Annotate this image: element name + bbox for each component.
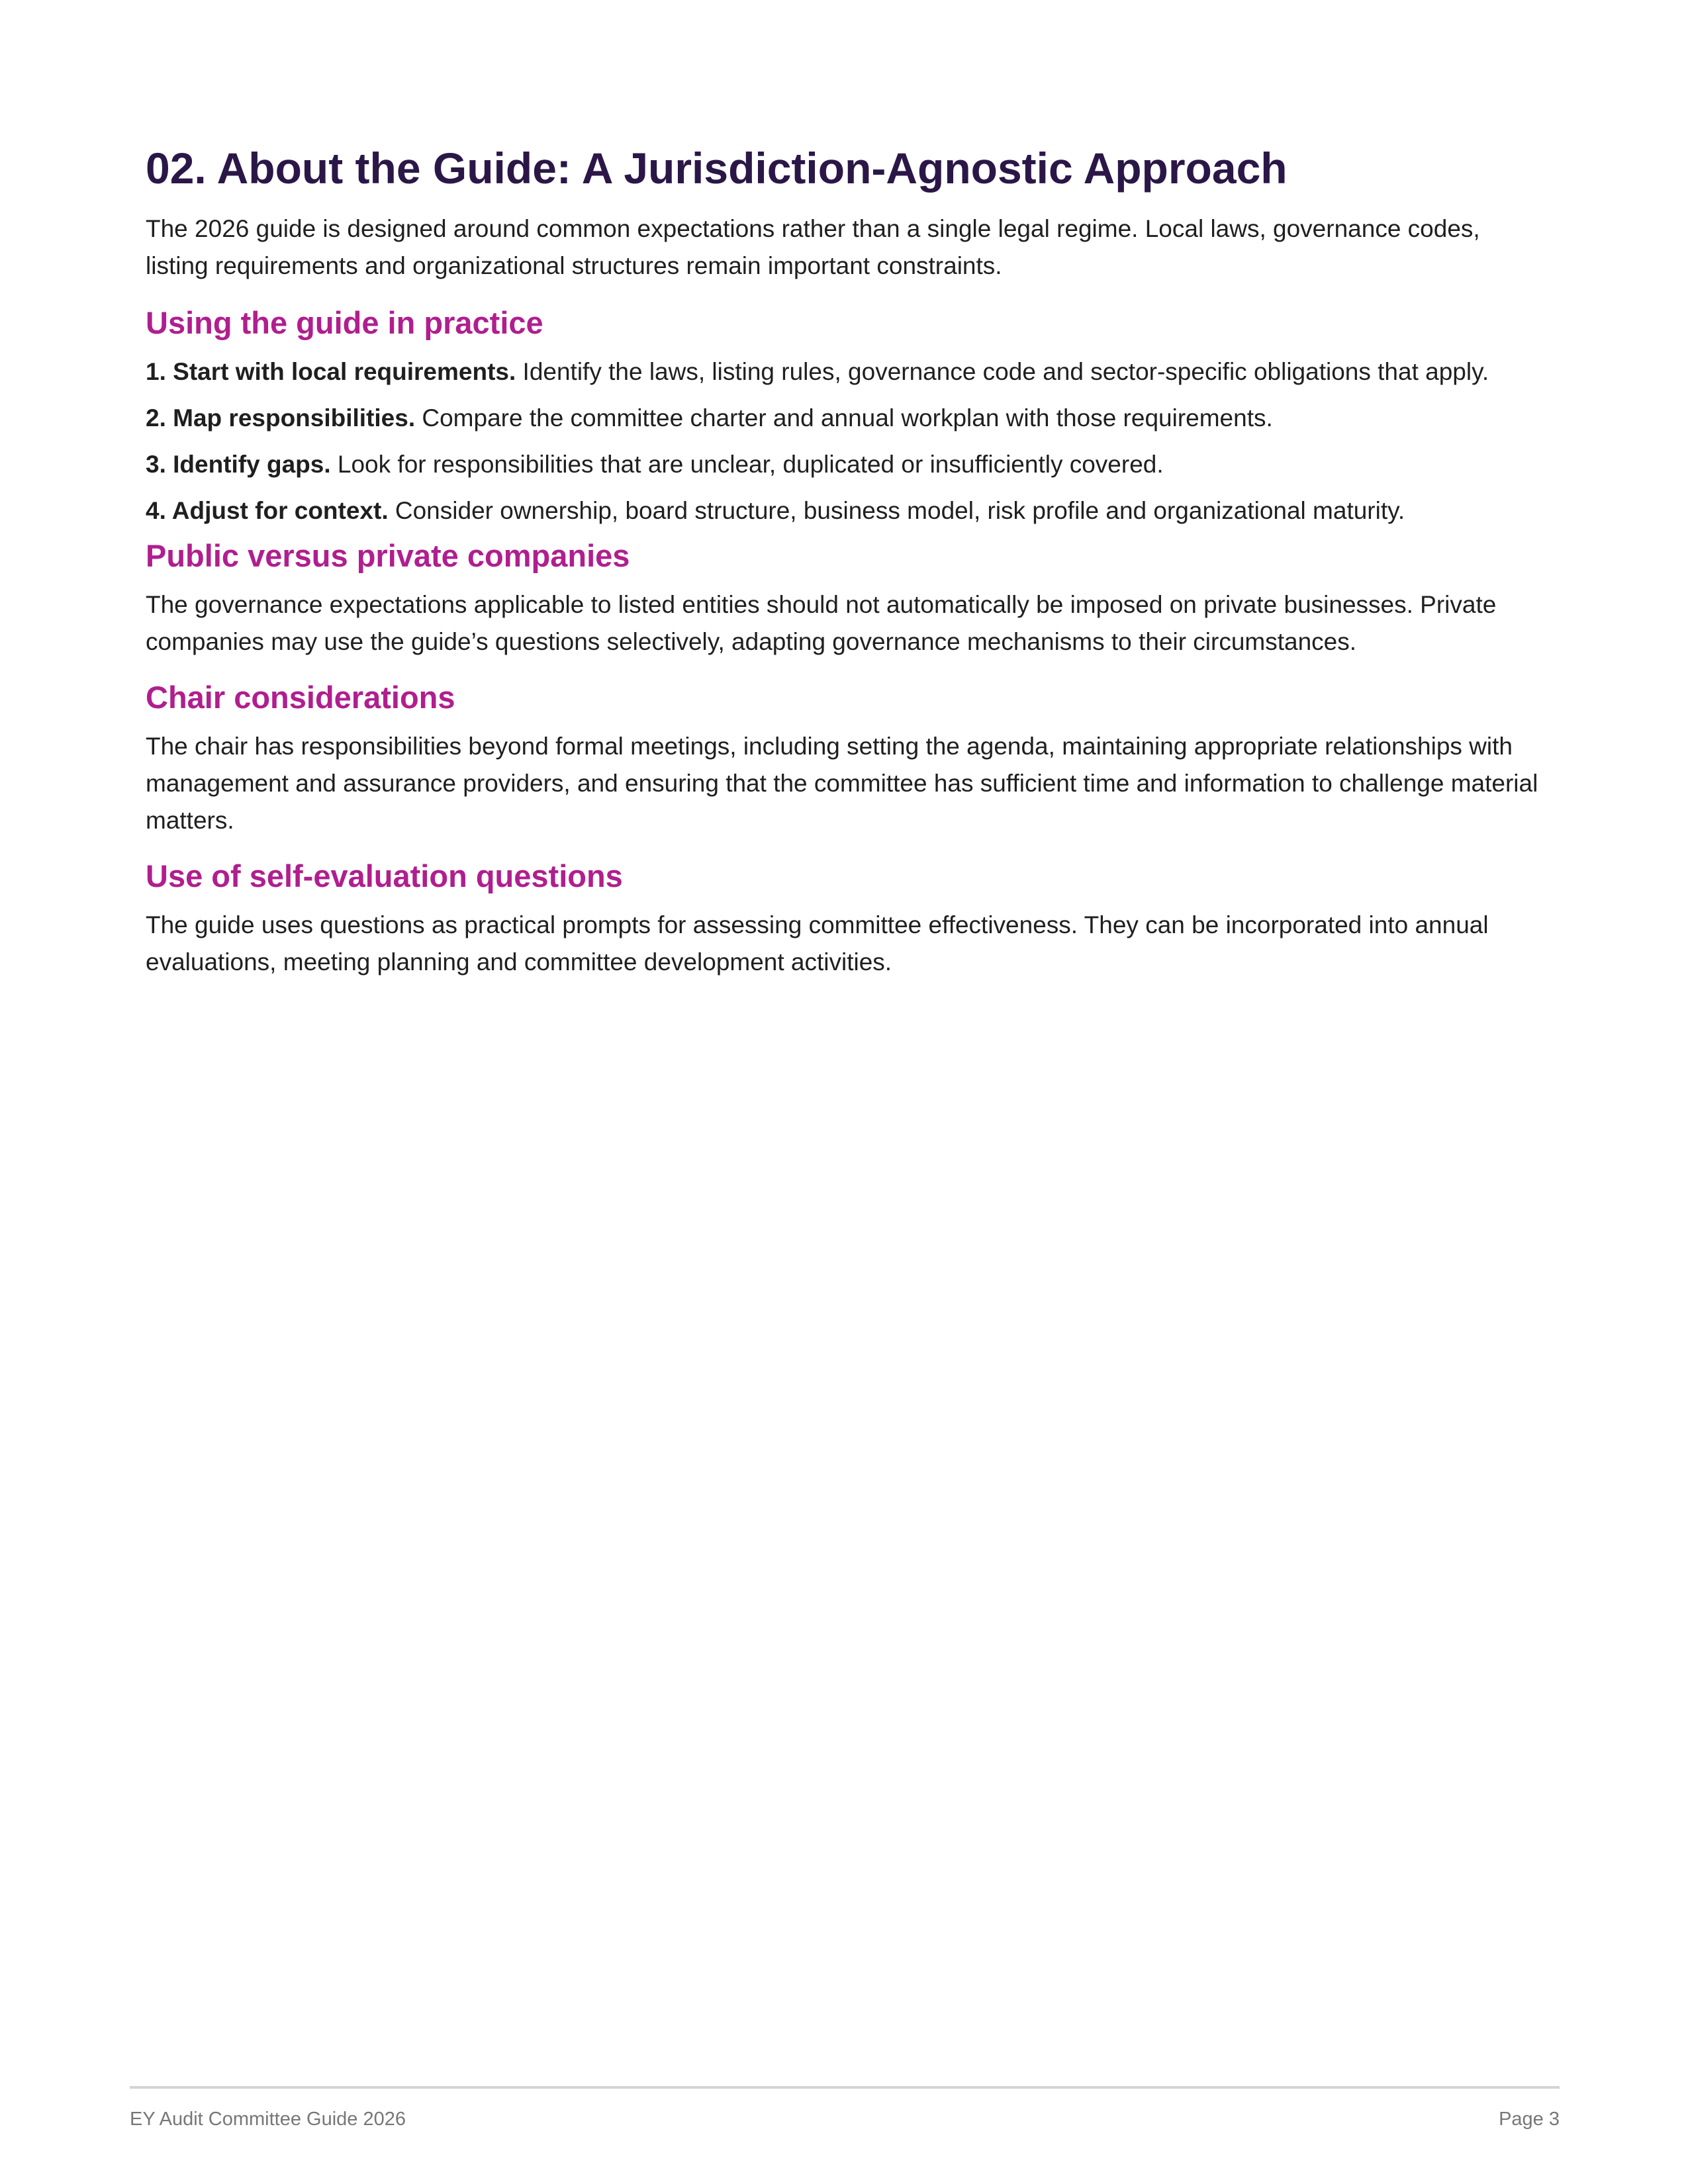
page-footer [130, 2086, 1560, 2131]
step-text: Look for responsibilities that are unclear, duplicated or insufficiently covered. [330, 451, 1164, 478]
section-heading-using-guide: Using the guide in practice [146, 305, 543, 340]
page-title: 02. About the Guide: A Jurisdiction-Agnostic Approach [146, 144, 1288, 193]
step-text: Consider ownership, board structure, business model, risk profile and organizational maturity. [388, 497, 1405, 524]
step-label: 2. Map responsibilities. [146, 404, 416, 432]
document-page [146, 140, 1549, 981]
self-evaluation-paragraph: The guide uses questions as practical prompts for assessing committee effectiveness. They can be incorporated into annual evaluations, meeting planning and committee development activities. [146, 911, 1489, 976]
footer-document-title: EY Audit Committee Guide 2026 [130, 2109, 406, 2130]
step-item [146, 353, 1549, 390]
section-heading-self-evaluation: Use of self-evaluation questions [146, 858, 623, 893]
step-text: Identify the laws, listing rules, governance code and sector-specific obligations that apply. [516, 358, 1489, 385]
step-label: 3. Identify gaps. [146, 451, 331, 478]
steps-list [146, 353, 1549, 529]
chair-paragraph: The chair has responsibilities beyond formal meetings, including setting the agenda, maintaining appropriate relationships with management and assurance providers, and ensuring that the committee has sufficient time and information to challenge material matters. [146, 733, 1538, 834]
footer-page-number: Page 3 [1499, 2109, 1560, 2130]
public-private-paragraph: The governance expectations applicable to listed entities should not automatically be imposed on private businesses. Private companies may use the guide’s questions selectively, adapting governance mechanisms to their circumstances. [146, 591, 1497, 655]
intro-paragraph: The 2026 guide is designed around common expectations rather than a single legal regime. Local laws, governance codes, listing requirements and organizational structures remain important constraints. [146, 215, 1480, 279]
step-text: Compare the committee charter and annual workplan with those requirements. [415, 404, 1273, 432]
section-heading-public-private: Public versus private companies [146, 538, 630, 573]
step-label: 4. Adjust for context. [146, 497, 389, 524]
step-label: 1. Start with local requirements. [146, 358, 516, 385]
section-heading-chair: Chair considerations [146, 680, 455, 715]
step-item [146, 400, 1549, 437]
step-item [146, 446, 1549, 483]
step-item [146, 492, 1549, 529]
